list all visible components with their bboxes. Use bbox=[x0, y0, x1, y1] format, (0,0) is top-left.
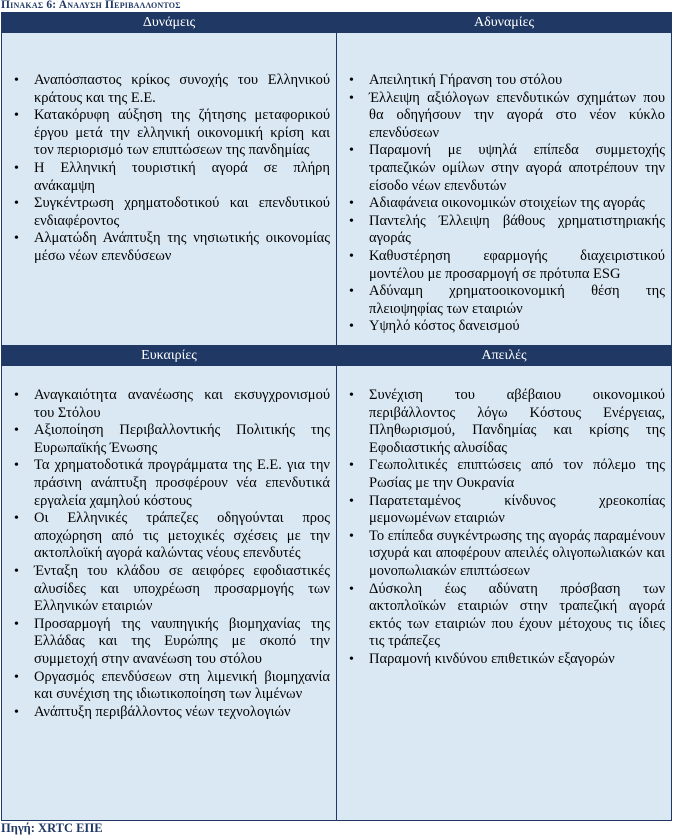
list-item-text: Δύσκολη έως αδύνατη πρόσβαση των ακτοπλοϊκών εταιριών στην τραπεζική αγορά εκτός των εταιριών που έχουν μέτοχους τις ίδιες τις τράπεζες bbox=[369, 580, 665, 650]
list-item bbox=[2, 669, 336, 704]
list-item-text: Αναπόσπαστος κρίκος συνοχής του Ελληνικού κράτους και της Ε.Ε. bbox=[34, 72, 330, 106]
opportunities-list bbox=[2, 366, 336, 721]
bullet-icon: • bbox=[14, 73, 19, 88]
list-item bbox=[337, 213, 671, 248]
list-item bbox=[337, 142, 671, 195]
bullet-icon: • bbox=[14, 616, 19, 632]
list-item-text: Αξιοποίηση Περιβαλλοντικής Πολιτικής της Ευρωπαϊκής Ένωσης bbox=[34, 422, 330, 456]
bullet-icon: • bbox=[14, 423, 19, 439]
list-item bbox=[337, 318, 671, 336]
strengths-list bbox=[2, 33, 336, 266]
bullet-icon: • bbox=[349, 319, 354, 335]
list-item-text: Συγκέντρωση χρηματοδοτικού και επενδυτικού ενδιαφέροντος bbox=[34, 195, 330, 229]
list-item-text: Απειλητική Γήρανση του στόλου bbox=[369, 72, 563, 88]
list-item-text: Παντελής Έλλειψη βάθους χρηματιστηριακής αγοράς bbox=[369, 212, 665, 247]
bullet-icon: • bbox=[14, 231, 19, 247]
list-item-text: Συνέχιση του αβέβαιου οικονομικού περιβάλλοντος λόγω Κόστους Ενέργειας, Πληθωρισμού, Πανδημίας και κρίσης της Εφοδιαστικής αλυσίδας bbox=[369, 387, 665, 456]
list-item bbox=[2, 616, 336, 669]
strengths-cell bbox=[2, 33, 337, 346]
list-item bbox=[337, 651, 671, 669]
list-item bbox=[337, 493, 671, 528]
list-item bbox=[2, 160, 336, 195]
list-item-text: Αλματώδη Ανάπτυξη της νησιωτικής οικονομίας μέσω νέων επενδύσεων bbox=[34, 230, 330, 264]
bullet-icon: • bbox=[349, 284, 354, 300]
bullet-icon: • bbox=[349, 528, 354, 544]
list-item-text: Οργασμός επενδύσεων στη λιμενική βιομηχανία και συνέχιση της ιδιωτικοποίηση των λιμένων bbox=[34, 668, 330, 703]
bullet-icon: • bbox=[349, 213, 354, 229]
opportunities-header: Ευκαιρίες bbox=[2, 346, 337, 366]
weaknesses-list bbox=[337, 33, 671, 336]
list-item bbox=[337, 90, 671, 143]
bullet-icon: • bbox=[14, 511, 19, 527]
bullet-icon: • bbox=[349, 581, 354, 597]
bullet-icon: • bbox=[349, 143, 354, 159]
list-item bbox=[2, 72, 336, 107]
list-item-text: Κατακόρυφη αύξηση της ζήτησης μεταφορικού έργου μετά την ελληνική οικονομική κρίση και τον περιορισμό των επιπτώσεων της πανδημίας bbox=[34, 107, 330, 159]
list-item-text: Παραμονή κινδύνου επιθετικών εξαγορών bbox=[369, 650, 615, 667]
swot-table bbox=[1, 12, 672, 821]
list-item bbox=[2, 195, 336, 230]
list-item bbox=[337, 283, 671, 318]
list-item bbox=[337, 195, 671, 213]
list-item bbox=[2, 107, 336, 160]
bullet-icon: • bbox=[14, 108, 19, 124]
source-note: Πηγή: XRTC ΕΠΕ bbox=[1, 821, 103, 835]
bullet-icon: • bbox=[349, 196, 354, 212]
bullet-icon: • bbox=[14, 196, 19, 212]
list-item-text: Αδύναμη χρηματοοικονομική θέση της πλειοψηφίας των εταιριών bbox=[369, 283, 665, 317]
list-item-text: Παρατεταμένος κίνδυνος χρεοκοπίας μεμονωμένων εταιριών bbox=[369, 492, 665, 527]
list-item bbox=[2, 563, 336, 616]
list-item bbox=[337, 457, 671, 492]
list-item bbox=[2, 510, 336, 563]
list-item-text: Έλλειψη αξιόλογων επενδυτικών σχημάτων που θα οδηγήσουν την αγορά στο νέον κύκλο επενδύσεων bbox=[369, 89, 665, 141]
list-item-text: Οι Ελληνικές τράπεζες οδηγούνται προς αποχώρηση από τις μετοχικές σχέσεις με την ακτοπλοϊκή αγορά καλώντας νέους επενδυτές bbox=[34, 510, 330, 562]
bullet-icon: • bbox=[349, 90, 354, 106]
list-item-text: Προσαρμογή της ναυπηγικής βιομηχανίας της Ελλάδας και της Ευρώπης με σκοπό την συμμετοχή στην ανανέωση του στόλου bbox=[34, 615, 330, 667]
bullet-icon: • bbox=[14, 388, 19, 403]
bullet-icon: • bbox=[14, 458, 19, 474]
list-item bbox=[337, 248, 671, 283]
bullet-icon: • bbox=[349, 493, 354, 509]
opportunities-cell bbox=[2, 366, 337, 821]
weaknesses-header: Αδυναμίες bbox=[337, 13, 672, 33]
list-item bbox=[2, 387, 336, 422]
list-item-text: Το επίπεδα συγκέντρωσης της αγοράς παραμένουν ισχυρά και αποφέρουν απειλές ολιγοπωλιακών και μονοπωλιακών επιπτώσεων bbox=[369, 527, 665, 579]
bullet-icon: • bbox=[349, 651, 354, 667]
list-item-text: Καθυστέρηση εφαρμογής διαχειριστικού μοντέλου με προσαρμογή σε πρότυπα ESG bbox=[369, 247, 665, 282]
list-item-text: Τα χρηματοδοτικά προγράμματα της Ε.Ε. για την πράσινη ανάπτυξη προσφέρουν νέα επενδυτικά εργαλεία χαμηλού κόστους bbox=[34, 457, 330, 509]
list-item bbox=[2, 230, 336, 265]
bullet-icon: • bbox=[349, 248, 354, 264]
list-item bbox=[2, 457, 336, 510]
list-item-text: Αναγκαιότητα ανανέωσης και εκσυγχρονισμού του Στόλου bbox=[34, 387, 330, 421]
list-item-text: Υψηλό κόστος δανεισμού bbox=[369, 318, 520, 335]
list-item bbox=[2, 704, 336, 722]
weaknesses-cell bbox=[337, 33, 672, 346]
threats-header: Απειλές bbox=[337, 346, 672, 366]
list-item bbox=[337, 72, 671, 90]
bullet-icon: • bbox=[14, 669, 19, 685]
list-item-text: Ένταξη του κλάδου σε αειφόρες εφοδιαστικές αλυσίδες και υποχρέωση προσαρμογής των Ελληνικών εταιριών bbox=[34, 562, 330, 615]
list-item-text: Αδιαφάνεια οικονομικών στοιχείων της αγοράς bbox=[369, 195, 645, 212]
bullet-icon: • bbox=[349, 73, 354, 88]
bullet-icon: • bbox=[349, 388, 354, 403]
bullet-icon: • bbox=[349, 458, 354, 474]
bullet-icon: • bbox=[14, 160, 19, 176]
list-item-text: Ανάπτυξη περιβάλλοντος νέων τεχνολογιών bbox=[34, 703, 291, 720]
table-caption: Πινακας 6: Αναλυση Περιβαλλοντος bbox=[1, 0, 181, 11]
list-item bbox=[337, 581, 671, 651]
list-item-text: Γεωπολιτικές επιπτώσεις από τον πόλεμο της Ρωσίας με την Ουκρανία bbox=[369, 457, 665, 491]
list-item bbox=[337, 387, 671, 457]
list-item-text: Παραμονή με υψηλά επίπεδα συμμετοχής τραπεζικών ομίλων στην αγορά αποτρέπουν την είσοδο νέων επενδυτών bbox=[369, 142, 665, 194]
bullet-icon: • bbox=[14, 563, 19, 579]
list-item-text: Η Ελληνική τουριστική αγορά σε πλήρη ανάκαμψη bbox=[34, 159, 330, 194]
list-item bbox=[2, 422, 336, 457]
threats-list bbox=[337, 366, 671, 669]
bullet-icon: • bbox=[14, 704, 19, 720]
strengths-header: Δυνάμεις bbox=[2, 13, 337, 33]
list-item bbox=[337, 528, 671, 581]
threats-cell bbox=[337, 366, 672, 821]
